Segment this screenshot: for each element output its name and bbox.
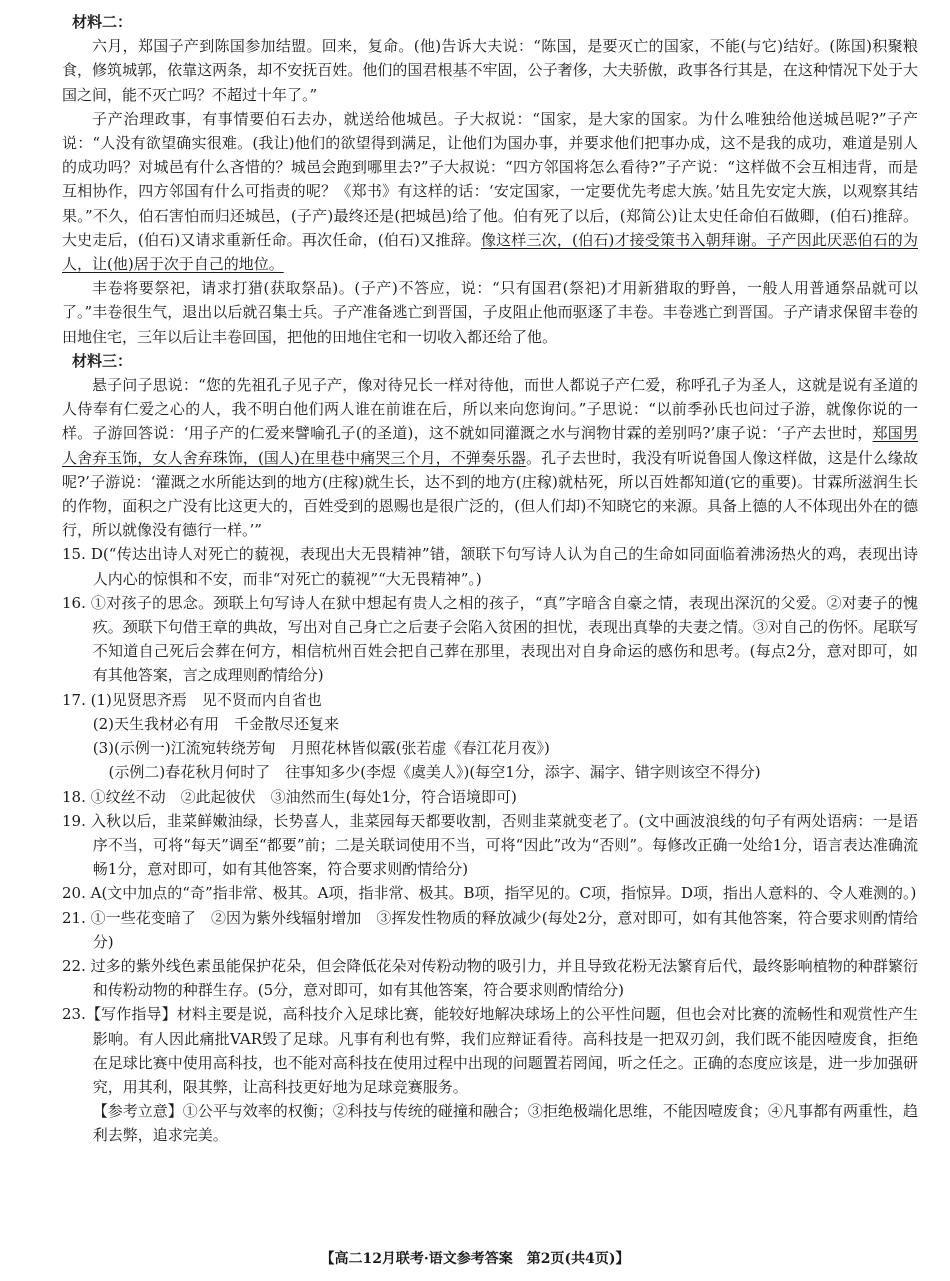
answer-17-2-text: (2)天生我材必有用 千金散尽还复来: [92, 714, 339, 733]
underlined-sentence: 像这样三次，(伯石)才接受策书入朝拜谢。子产因此厌恶伯石的为人，让(他)居于次于自己的地位。: [62, 230, 918, 274]
answer-16: 16. ①对孩子的思念。颈联上句写诗人在狱中想起有贵人之相的孩子，“真”字暗含自豪之情，表现出深沉的父爱。②对妻子的愧疚。颈联下句借王章的典故，写出对自己身亡之后妻子会陷入贫困的担忧，表现出真挚的夫妻之情。③对自己的伤怀。尾联写不知道自己死后会葬在何方，相信杭州百姓会把自己葬在那里，表现出对自身命运的感伤和思考。(每点2分，意对即可，如有其他答案，言之成理则酌情给分): [62, 593, 918, 685]
material-two-paragraph-2-text: 子产治理政事，有事情要伯石去办，就送给他城邑。子大叔说：“国家，是大家的国家。为什么唯独给他送城邑呢?”子产说：“人没有欲望确实很难。(我让)他们的欲望得到满足，让他们为国办事，并要求他们把事办成，这不是我的成功，难道是别人的成功吗？对城邑有什么吝惜的？城邑会跑到哪里去?”子大叔说：“四方邻国将怎么看待?”子产说：“这样做不会互相违背，而是互相协作，四方邻国有什么可指责的呢？《郑书》有这样的话：‘安定国家，一定要优先考虑大族。’姑且先安定大族，以观察其结果。”不久，伯石害怕而归还城邑，(子产)最终还是(把城邑)给了他。伯有死了以后，(郑简公)让太史任命伯石做卿，(伯石)推辞。大史走后，(伯石)又请求重新任命。再次任命，(伯石)又推辞。: [62, 109, 918, 249]
answer-19: 19. 入秋以后，韭菜鲜嫩油绿，长势喜人，韭菜园每天都要收割，否则韭菜就变老了。(文中画波浪线的句子有两处语病：一是语序不当，可将“每天”调至“都要”前；二是关联词使用不当，可将“因此”改为“否则”。每修改正确一处给1分，语言表达准确流畅1分，意对即可，如有其他答案，符合要求则酌情给分): [62, 811, 918, 879]
answer-document: [62, 10, 918, 1148]
answer-18: 18. ①纹丝不动 ②此起彼伏 ③油然而生(每处1分，符合语境即可): [62, 787, 517, 806]
answer-17-2: [62, 712, 918, 736]
answer-21: 21. ①一些花变暗了 ②因为紫外线辐射增加 ③挥发性物质的释放减少(每处2分，意对即可，如有其他答案，符合要求则酌情给分): [62, 908, 918, 951]
underlined-sentence: 郑国男人舍弃玉饰，女人舍弃珠饰，(国人)在里巷中痛哭三个月，不弹奏乐器: [62, 424, 918, 467]
answer-17-4-text: (示例二)春花秋月何时了 往事知多少(李煜《虞美人》)(每空1分，添字、漏字、错字则该空不得分): [108, 763, 761, 782]
material-three-paragraph: [62, 373, 918, 542]
material-two-paragraph-2: [62, 107, 918, 276]
material-three-heading: 材料三：: [72, 351, 133, 370]
answer-23-reference-ideas: 【参考立意】①公平与效率的权衡；②科技与传统的碰撞和融合；③拒绝极端化思维，不能因噎废食；④凡事都有两重性，趋利去弊，追求完美。: [92, 1102, 918, 1145]
material-two-paragraph-3: 丰卷将要祭祀，请求打猎(获取祭品)。(子产)不答应，说：“只有国君(祭祀)才用新猎取的野兽，一般人用普通祭品就可以了。”丰卷很生气，退出以后就召集士兵。子产准备逃亡到晋国，子皮阻止他而驱逐了丰卷。丰卷逃亡到晋国。子产请求保留丰卷的田地住宅，三年以后让丰卷回国，把他的田地住宅和一切收入都还给了他。: [62, 279, 918, 346]
material-two-paragraph-1: 六月，郑国子产到陈国参加结盟。回来，复命。(他)告诉大夫说：“陈国，是要灭亡的国家，不能(与它)结好。(陈国)积聚粮食，修筑城郭，依靠这两条，却不安抚百姓。他们的国君根基不牢固，公子奢侈，大夫骄傲，政事各行其是，在这种情况下处于大国之间，能不灭亡吗？不超过十年了。”: [62, 37, 918, 104]
answer-22: 22. 过多的紫外线色素虽能保护花朵，但会降低花朵对传粉动物的吸引力，并且导致花粉无法繁育后代，最终影响植物的种群繁衍和传粉动物的种群生存。(5分，意对即可，如有其他答案，符合要求则酌情给分): [62, 956, 918, 1000]
material-two-heading: 材料二：: [72, 13, 133, 31]
material-three-text-b: 。孔子去世时，我没有听说鲁国人像这样做，这是什么缘故呢?’子游说：‘灌溉之水所能达到的地方(庄稼)就生长，达不到的地方(庄稼)就枯死，所以百姓都知道(它的重要)。甘霖所滋润生长的作物，面积之广没有比这更大的，百姓受到的恩赐也是很广泛的，(但人们却)不知晓它的来源。具备上德的人不体现出外在的德行，所以就像没有德行一样。’”: [62, 448, 918, 540]
answer-15: 15. D(“传达出诗人对死亡的藐视，表现出大无畏精神”错，颔联下句写诗人认为自己的生命如同面临着沸汤热火的鸡，表现出诗人内心的惊惧和不安，而非“对死亡的藐视”“大无畏精神”。): [62, 545, 918, 588]
material-three-text-a: 悬子问子思说：“您的先祖孔子见子产，像对待兄长一样对待他，而世人都说子产仁爱，称呼孔子为圣人，这就是说有圣道的人侍奉有仁爱之心的人，我不明白他们两人谁在前谁在后，所以来向您询问。”子思说：“以前季孙氏也问过子游，就像你说的一样。子游回答说：‘用子产的仁爱来譬喻孔子(的圣道)，这不就如同灌溉之水与润物甘霖的差别吗?’康子说：‘子产去世时，: [62, 376, 918, 443]
answer-17-1: 17. (1)见贤思齐焉 见不贤而内自省也: [62, 690, 322, 709]
page-footer: 【高二12月联考·语文参考答案 第2页(共4页)】: [320, 1251, 630, 1267]
answer-23-writing-guide: 23.【写作指导】材料主要是说，高科技介入足球比赛，能较好地解决球场上的公平性问题，但也会对比赛的流畅性和观赏性产生影响。有人因此痛批VAR毁了足球。凡事有利也有弊，我们应辩证看待。高科技是一把双刃剑，我们既不能因噎废食，拒绝在足球比赛中使用高科技，也不能对高科技在使用过程中出现的问题置若罔闻，听之任之。正确的态度应该是，进一步加强研究，用其利，限其弊，让高科技更好地为足球竞赛服务。: [62, 1005, 918, 1096]
answer-20: 20. A(文中加点的“奇”指非常、极其。A项，指非常、极其。B项，指罕见的。C项，指惊异。D项，指出人意料的、令人难测的。): [62, 884, 917, 903]
answer-17-3-text: (3)(示例一)江流宛转绕芳甸 月照花林皆似霰(张若虚《春江花月夜》): [92, 739, 550, 758]
answer-17-3: [62, 736, 918, 760]
answer-17-4: [62, 760, 918, 784]
